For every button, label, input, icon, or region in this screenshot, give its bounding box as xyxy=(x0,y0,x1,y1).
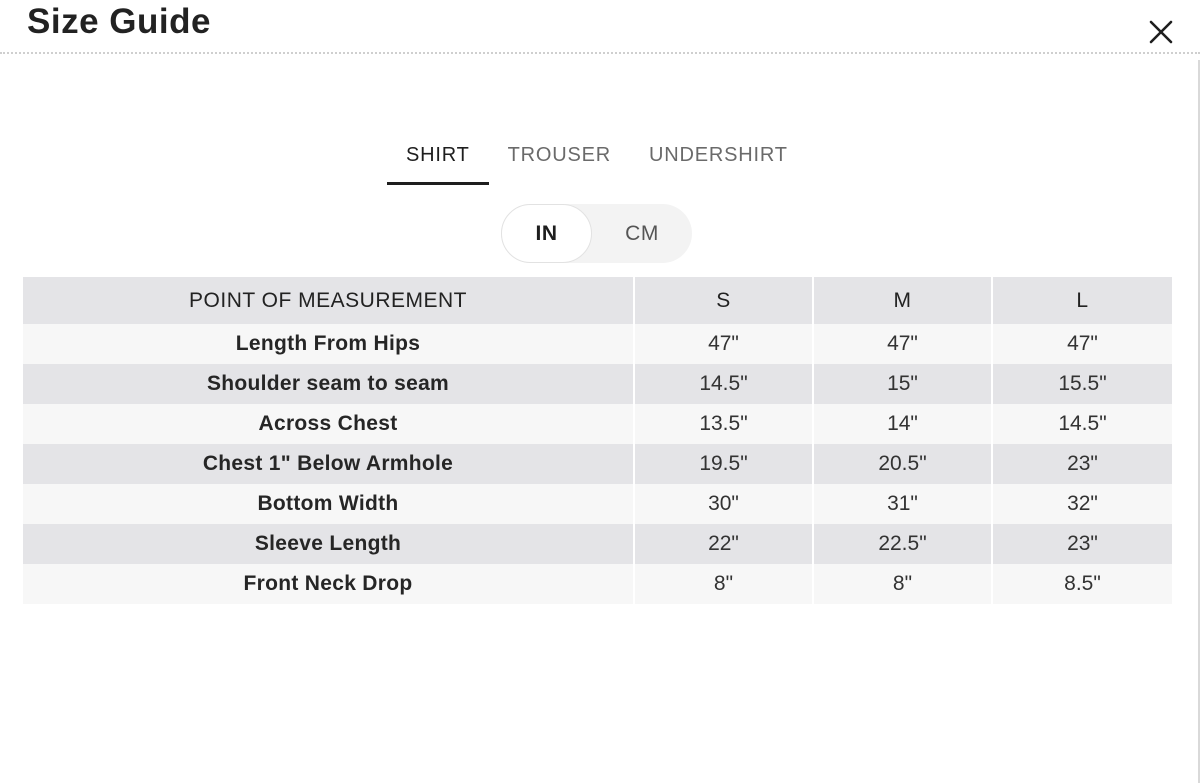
value-l: 32" xyxy=(993,484,1172,524)
measurement-label: Bottom Width xyxy=(23,484,633,524)
close-icon xyxy=(1145,16,1177,48)
table-row xyxy=(23,564,1172,604)
header-size-l: L xyxy=(993,277,1172,324)
table-row xyxy=(23,364,1172,404)
value-m: 20.5" xyxy=(814,444,991,484)
measurement-label: Chest 1" Below Armhole xyxy=(23,444,633,484)
dialog-title: Size Guide xyxy=(27,2,211,41)
unit-toggle xyxy=(501,204,692,263)
value-s: 8" xyxy=(635,564,812,604)
value-l: 23" xyxy=(993,524,1172,564)
value-m: 15" xyxy=(814,364,991,404)
measurement-label: Shoulder seam to seam xyxy=(23,364,633,404)
table-row xyxy=(23,484,1172,524)
value-m: 14" xyxy=(814,404,991,444)
size-table xyxy=(21,277,1174,604)
value-s: 13.5" xyxy=(635,404,812,444)
measurement-label: Across Chest xyxy=(23,404,633,444)
table-header-row xyxy=(23,277,1172,324)
value-s: 30" xyxy=(635,484,812,524)
value-l: 15.5" xyxy=(993,364,1172,404)
unit-in-button[interactable]: IN xyxy=(501,204,592,263)
value-l: 14.5" xyxy=(993,404,1172,444)
garment-tabs xyxy=(387,141,807,185)
measurement-label: Length From Hips xyxy=(23,324,633,364)
tab-undershirt[interactable]: UNDERSHIRT xyxy=(649,144,788,166)
table-row xyxy=(23,524,1172,564)
unit-cm-button[interactable]: CM xyxy=(625,222,659,245)
header-divider xyxy=(0,52,1200,54)
header-size-m: M xyxy=(814,277,991,324)
close-button[interactable] xyxy=(1145,16,1177,48)
value-s: 22" xyxy=(635,524,812,564)
value-m: 8" xyxy=(814,564,991,604)
header-size-s: S xyxy=(635,277,812,324)
table-row xyxy=(23,404,1172,444)
value-l: 47" xyxy=(993,324,1172,364)
tab-shirt[interactable]: SHIRT xyxy=(387,141,489,185)
value-m: 47" xyxy=(814,324,991,364)
value-l: 23" xyxy=(993,444,1172,484)
value-l: 8.5" xyxy=(993,564,1172,604)
header-point-of-measurement: POINT OF MEASUREMENT xyxy=(23,277,633,324)
value-m: 22.5" xyxy=(814,524,991,564)
measurement-label: Front Neck Drop xyxy=(23,564,633,604)
table-row xyxy=(23,324,1172,364)
value-s: 14.5" xyxy=(635,364,812,404)
value-s: 19.5" xyxy=(635,444,812,484)
table-row xyxy=(23,444,1172,484)
value-s: 47" xyxy=(635,324,812,364)
tab-trouser[interactable]: TROUSER xyxy=(507,144,612,166)
measurement-label: Sleeve Length xyxy=(23,524,633,564)
value-m: 31" xyxy=(814,484,991,524)
